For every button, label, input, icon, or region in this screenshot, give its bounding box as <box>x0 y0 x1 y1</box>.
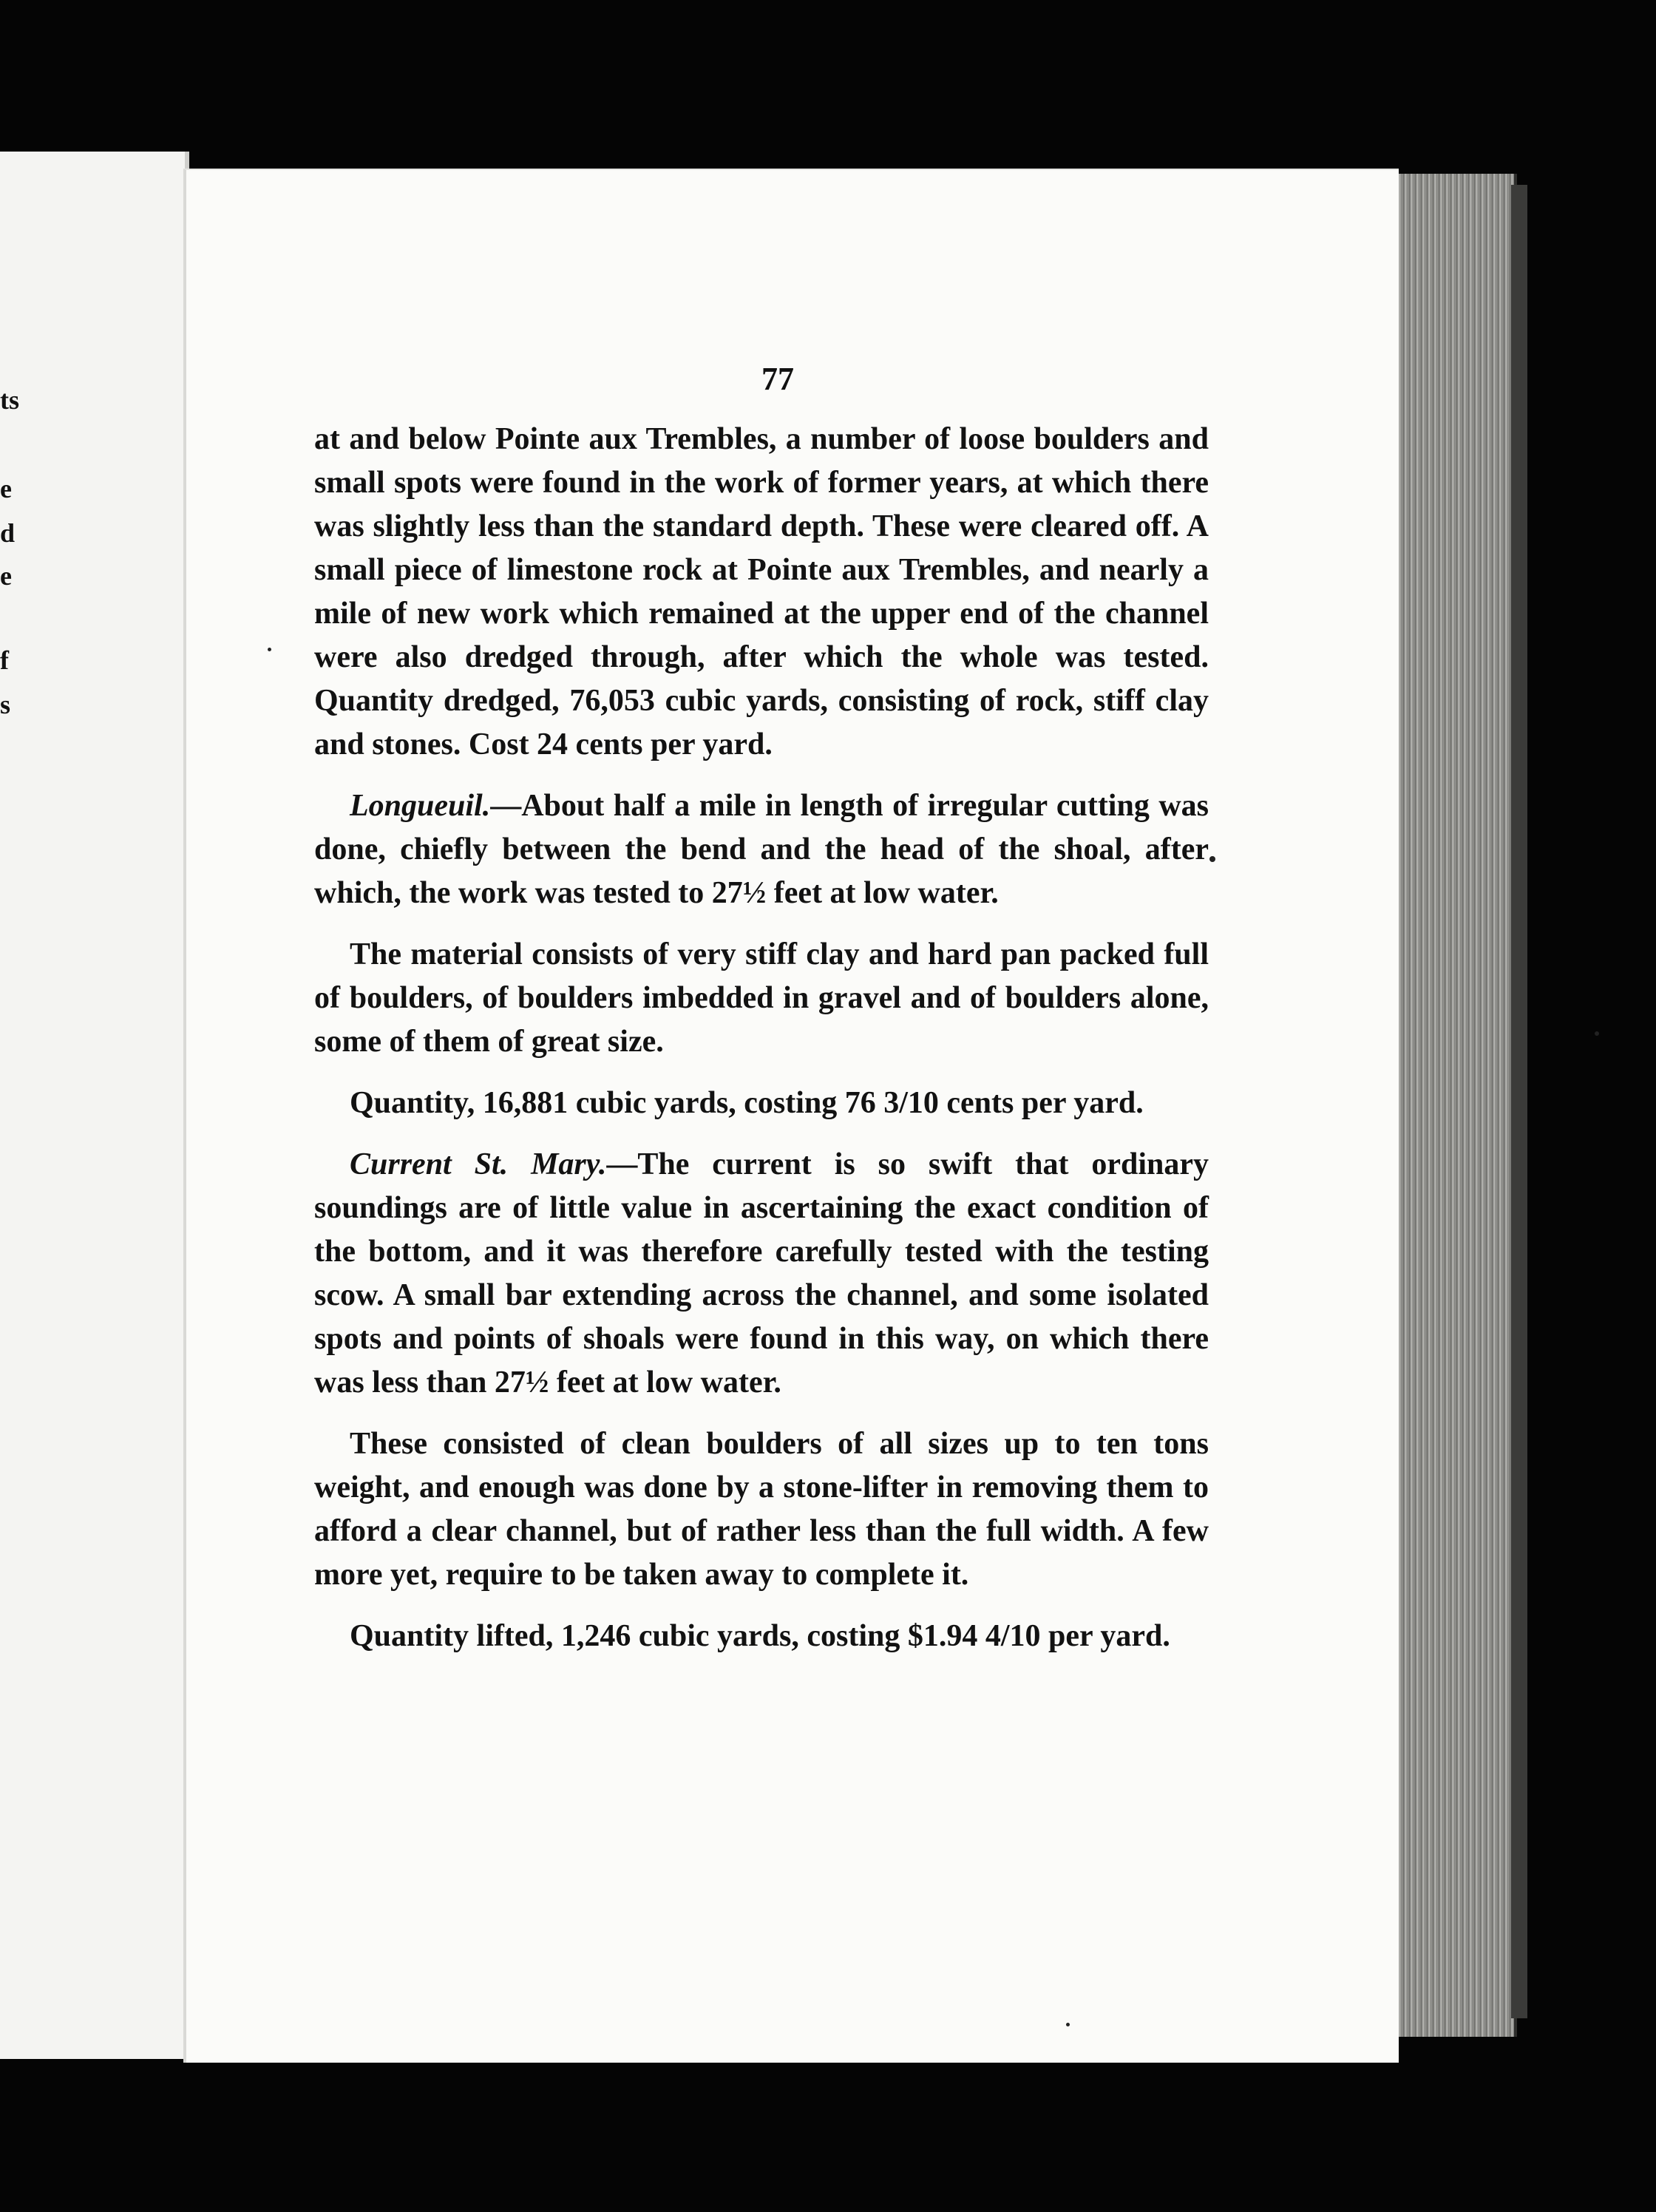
page-edge-shadow <box>1511 185 1527 2018</box>
paragraph <box>314 1615 1209 1658</box>
dust-speck <box>1595 1031 1599 1036</box>
paragraph-text: —The current is so swift that ordinary soundings are of little value in ascertaining the exact condition of the bottom, and it was therefore carefully tested with the testing scow. A small bar extending across the channel, and some isolated spots and points of shoals were found in this way, on which there was less than 27½ feet at low water. <box>314 1147 1209 1400</box>
paragraph-text: —About half a mile in length of irregular cutting was done, chiefly between the bend and the head of the shoal, after which, the work was tested to 27½ feet at low water. <box>314 789 1209 910</box>
left-page-fragment: e <box>0 561 12 591</box>
paragraph-text: The material consists of very stiff clay and hard pan packed full of boulders, of boulders imbedded in gravel and of boulders alone, some of them of great size. <box>314 937 1209 1059</box>
left-facing-page <box>0 152 189 2059</box>
left-page-fragment: ts <box>0 385 19 415</box>
left-page-fragment: d <box>0 518 16 548</box>
dust-speck <box>1209 856 1215 862</box>
paragraph <box>314 1082 1209 1125</box>
section-heading: Current St. Mary. <box>350 1147 607 1181</box>
page-number: 77 <box>761 361 794 397</box>
left-page-fragment: s <box>0 690 11 719</box>
page-body <box>314 418 1209 1676</box>
paragraph-text: Quantity, 16,881 cubic yards, costing 76 3/10 cents per yard. <box>350 1086 1144 1120</box>
page-edges <box>1396 174 1517 2037</box>
paragraph-text: Quantity lifted, 1,246 cubic yards, costing $1.94 4/10 per yard. <box>350 1619 1170 1653</box>
paragraph-current-st-mary <box>314 1143 1209 1405</box>
paragraph-text: These consisted of clean boulders of all sizes up to ten tons weight, and enough was done by a stone-lifter in removing them to afford a clear channel, but of rather less than the full width. A few more yet, require to be taken away to complete it. <box>314 1427 1209 1592</box>
paragraph-longueuil <box>314 784 1209 915</box>
paragraph-text: at and below Pointe aux Trembles, a number of loose boulders and small spots were found in the work of former years, at which there was slightly less than the standard depth. These were cleared off. A small piece of limestone rock at Pointe aux Trembles, and nearly a mile of new work which remained at the upper end of the channel were also dredged through, after which the whole was tested. Quantity dredged, 76,053 cubic yards, consisting of rock, stiff clay and stones. Cost 24 cents per yard. <box>314 422 1209 761</box>
paragraph <box>314 933 1209 1064</box>
section-heading: Longueuil. <box>350 789 491 823</box>
dust-speck <box>268 648 271 651</box>
left-page-fragment: e <box>0 474 12 503</box>
paragraph <box>314 418 1209 767</box>
paragraph <box>314 1422 1209 1597</box>
left-page-fragment: f <box>0 645 9 675</box>
dust-speck <box>1066 2023 1070 2026</box>
